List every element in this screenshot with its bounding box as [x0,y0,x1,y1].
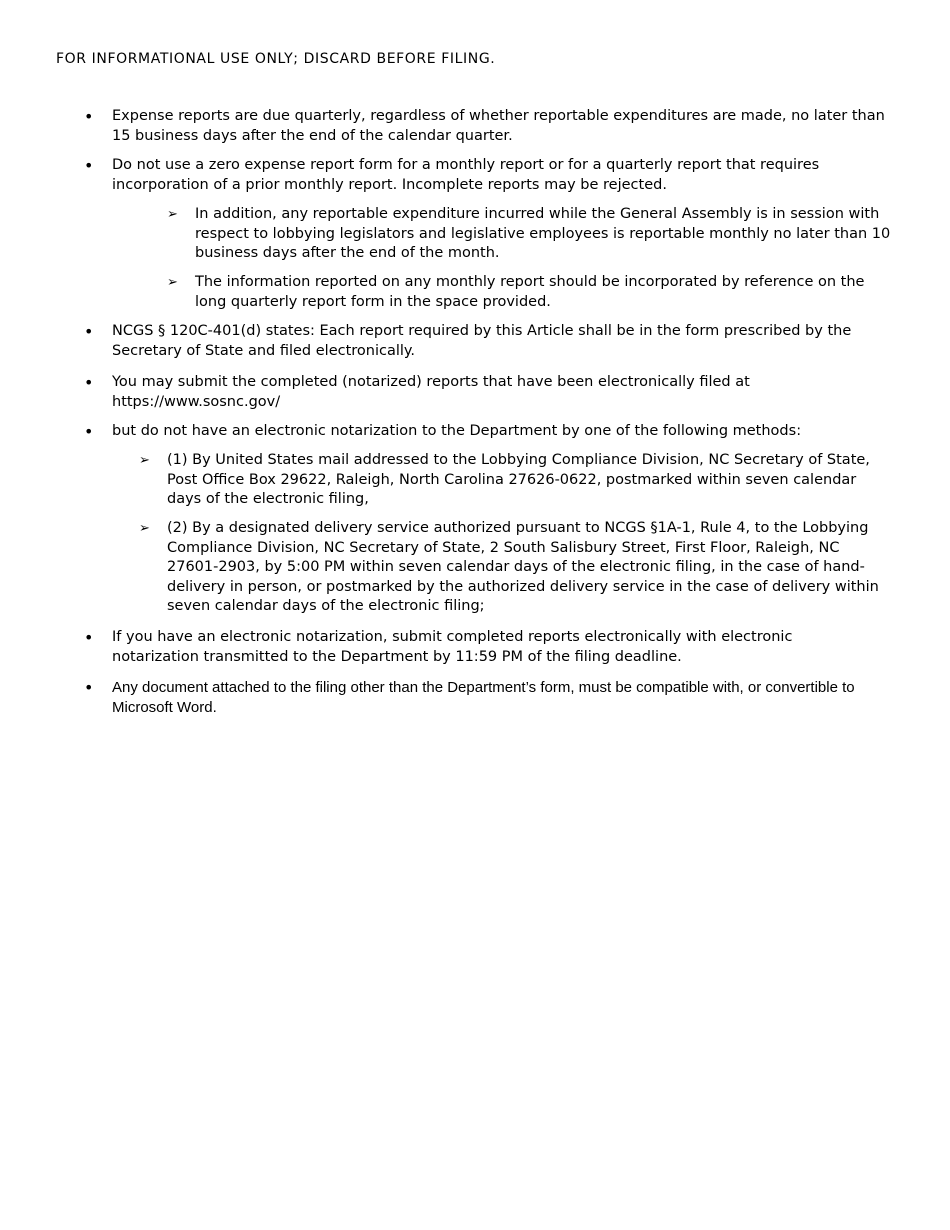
list-item [84,156,892,195]
list-item-text: but do not have an electronic notarization to the Department by one of the following methods: [112,423,802,439]
list-item-text: Any document attached to the filing other than the Department’s form, must be compatible with, or convertible to Microsoft Word. [112,679,855,716]
bullet-icon: • [84,156,94,175]
bullet-icon: • [84,628,94,647]
list-item-text: NCGS § 120C-401(d) states: Each report required by this Article shall be in the form prescribed by the Secretary of State and filed electronically. [112,323,852,359]
list-item-text: Do not use a zero expense report form for a monthly report or for a quarterly report that requires incorporation of a prior monthly report. Incomplete reports may be rejected. [112,157,820,193]
arrow-bullet-icon: ➢ [139,521,150,536]
arrow-bullet-icon: ➢ [167,207,178,222]
arrow-bullet-icon: ➢ [139,453,150,468]
list-item [84,322,902,361]
sub-list-item [167,273,895,312]
sub-list-item [139,451,892,510]
list-item-text: Expense reports are due quarterly, regardless of whether reportable expenditures are made, no later than 15 business days after the end of the calendar quarter. [112,108,885,144]
list-item [84,628,872,667]
sub-list-item [167,205,895,264]
bullet-icon: • [84,373,94,392]
list-item [84,422,902,442]
sub-list-item-text: (1) By United States mail addressed to the Lobbying Compliance Division, NC Secretary of State, Post Office Box 29622, Raleigh, North Carolina 27626-0622, postmarked within seven calendar days of the electronic filing, [167,452,870,507]
bullet-icon: • [84,322,94,341]
arrow-bullet-icon: ➢ [167,275,178,290]
list-item [84,373,792,412]
sub-list-item-text: (2) By a designated delivery service authorized pursuant to NCGS §1A-1, Rule 4, to the Lobbying Compliance Division, NC Secretary of State, 2 South Salisbury Street, First Floor, Raleigh, NC 27601-2903, by 5:00 PM within seven calendar days of the electronic filing, in the case of hand-delivery in person, or postmarked by the authorized delivery service in the case of delivery within seven calendar days of the electronic filing; [167,520,879,614]
bullet-icon: • [84,422,94,441]
page-header-notice: FOR INFORMATIONAL USE ONLY; DISCARD BEFORE FILING. [56,51,496,67]
list-item [84,678,872,717]
sub-list-item-text: In addition, any reportable expenditure incurred while the General Assembly is in session with respect to lobbying legislators and legislative employees is reportable monthly no later than 10 business days after the end of the month. [195,206,891,261]
sub-list-item [139,519,895,617]
bullet-icon: • [84,107,94,126]
list-item-text: If you have an electronic notarization, submit completed reports electronically with electronic notarization transmitted to the Department by 11:59 PM of the filing deadline. [112,629,793,665]
list-item-text: You may submit the completed (notarized) reports that have been electronically filed at https://www.sosnc.gov/ [112,374,750,410]
list-item [84,107,892,146]
bullet-icon: • [84,678,94,697]
sub-list-item-text: The information reported on any monthly report should be incorporated by reference on the long quarterly report form in the space provided. [195,274,865,310]
